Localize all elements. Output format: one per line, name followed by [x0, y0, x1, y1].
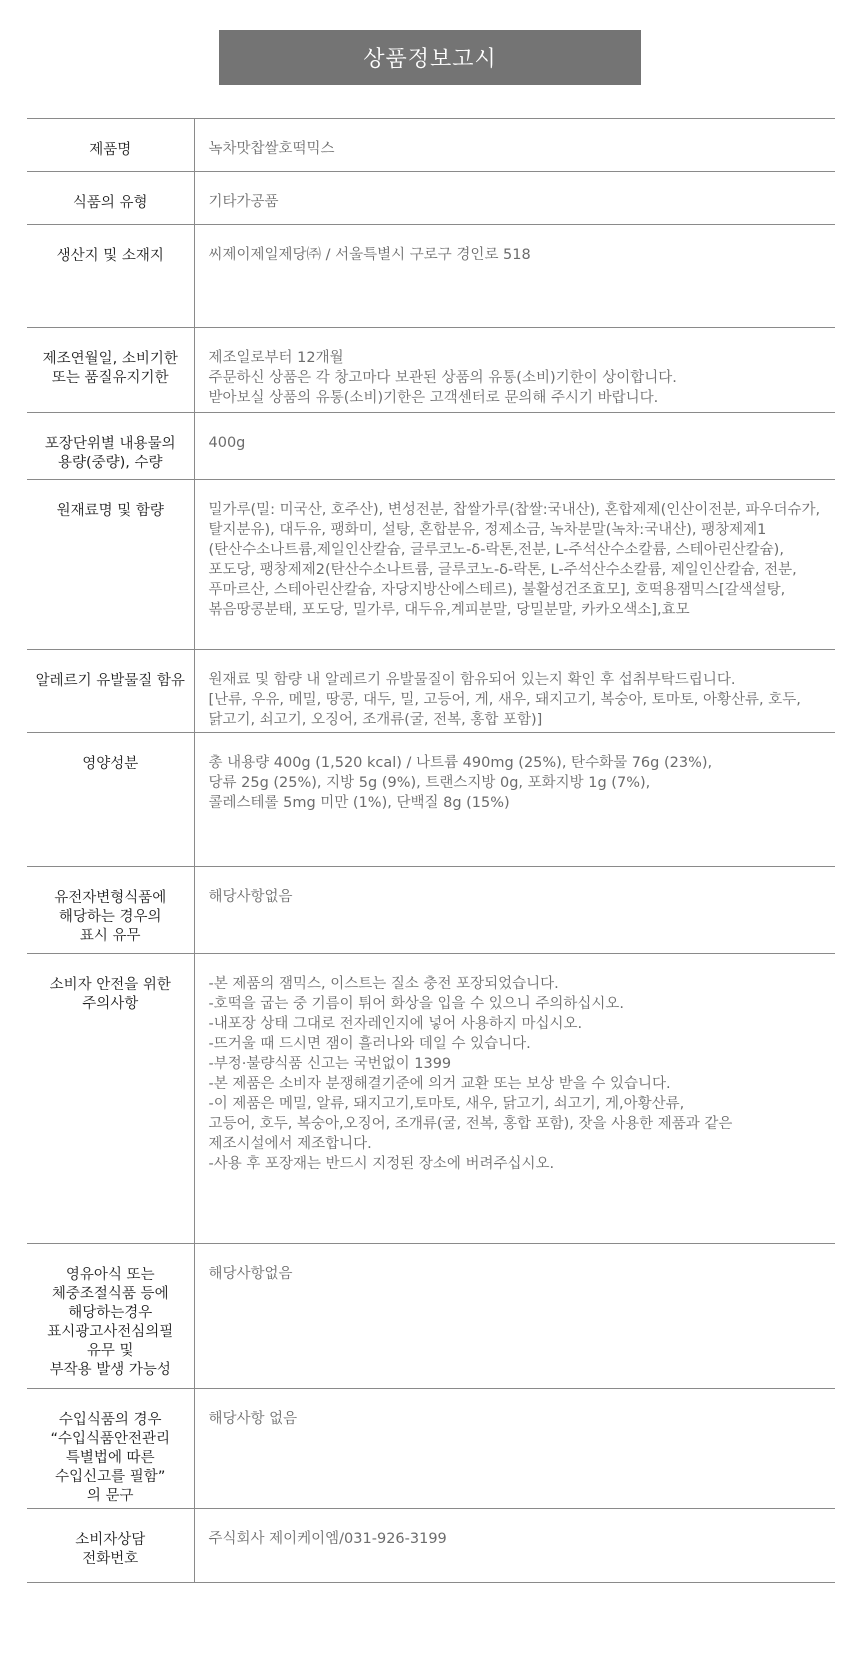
row-value-line: (탄산수소나트륨,제일인산칼슘, 글루코노-δ-락톤,전분, L-주석산수소칼륨, 스테아린산칼슘), [208, 542, 784, 558]
row-label-line: 수입식품의 경우 [58, 1412, 162, 1428]
info-row [27, 733, 835, 867]
row-value-line: 기타가공품 [208, 194, 279, 210]
row-label-line: 포장단위별 내용물의 [44, 436, 176, 452]
row-value-line: 녹차맛찹쌀호떡믹스 [208, 141, 335, 157]
row-label [27, 1509, 194, 1583]
row-label-line: 의 문구 [86, 1488, 134, 1504]
row-label [27, 328, 194, 413]
row-value-line: 주문하신 상품은 각 창고마다 보관된 상품의 유통(소비)기한이 상이합니다. [208, 370, 677, 386]
row-label [27, 867, 194, 954]
row-label [27, 172, 194, 225]
info-row [27, 867, 835, 954]
row-label-line: 제품명 [89, 142, 132, 158]
row-value-line: -이 제품은 메밀, 알류, 돼지고기,토마토, 새우, 닭고기, 쇠고기, 게,아황산류, [208, 1096, 685, 1112]
info-row [27, 1509, 835, 1583]
row-value [194, 172, 835, 225]
row-value-line: [난류, 우유, 메밀, 땅콩, 대두, 밀, 고등어, 게, 새우, 돼지고기, 복숭아, 토마토, 아황산류, 호두, [208, 692, 801, 708]
row-label-line: 알레르기 유발물질 함유 [35, 673, 185, 689]
row-label-line: 체중조절식품 등에 [51, 1286, 169, 1302]
row-value-line: 푸마르산, 스테아린산칼슘, 자당지방산에스테르), 불활성건조효모], 호떡용잼믹스[갈색설탕, [208, 582, 786, 598]
row-value [194, 225, 835, 328]
row-label-line: 표시광고사전심의필 [47, 1324, 174, 1340]
row-label [27, 119, 194, 172]
row-label [27, 733, 194, 867]
row-value-line: 고등어, 호두, 복숭아,오징어, 조개류(굴, 전복, 홍합 포함), 잣을 사용한 제품과 같은 [208, 1116, 733, 1132]
info-row [27, 225, 835, 328]
info-row [27, 954, 835, 1244]
info-row [27, 480, 835, 650]
row-value-line: 400g [208, 435, 246, 451]
page-title: 상품정보고시 [219, 30, 641, 85]
row-label-line: 제조연월일, 소비기한 [42, 351, 178, 367]
row-label-line: 영양성분 [82, 756, 139, 772]
row-value-line: 콜레스테롤 5mg 미만 (1%), 단백질 8g (15%) [208, 795, 510, 811]
row-value-line: 해당사항없음 [208, 1266, 293, 1282]
row-value-line: -본 제품은 소비자 분쟁해결기준에 의거 교환 또는 보상 받을 수 있습니다. [208, 1076, 671, 1092]
row-value-line: 주식회사 제이케이엠/031-926-3199 [208, 1531, 447, 1547]
row-label-line: 원재료명 및 함량 [56, 503, 164, 519]
row-label-line: 유전자변형식품에 [54, 890, 167, 906]
info-row [27, 1244, 835, 1389]
row-value [194, 954, 835, 1244]
row-label-line: 소비자상담 [75, 1532, 146, 1548]
product-info-table [27, 118, 835, 1583]
row-value [194, 1244, 835, 1389]
row-value-line: 받아보실 상품의 유통(소비)기한은 고객센터로 문의해 주시기 바랍니다. [208, 390, 659, 406]
row-label-line: 부작용 발생 가능성 [49, 1362, 171, 1378]
row-value [194, 650, 835, 733]
row-label-line: 유무 및 [86, 1343, 134, 1359]
row-value-line: 해당사항 없음 [208, 1411, 298, 1427]
row-label [27, 480, 194, 650]
row-value-line: 원재료 및 함량 내 알레르기 유발물질이 함유되어 있는지 확인 후 섭취부탁드립니다. [208, 672, 736, 688]
row-value-line: 총 내용량 400g (1,520 kcal) / 나트륨 490mg (25%), 탄수화물 76g (23%), [208, 755, 713, 771]
row-label-line: 소비자 안전을 위한 [49, 977, 171, 993]
row-label-line: 영유아식 또는 [65, 1267, 155, 1283]
info-row [27, 650, 835, 733]
row-value-line: 씨제이제일제당㈜ / 서울특별시 구로구 경인로 518 [208, 247, 531, 263]
info-row [27, 1389, 835, 1509]
row-value [194, 1509, 835, 1583]
row-value-line: -사용 후 포장재는 반드시 지정된 장소에 버려주십시오. [208, 1156, 555, 1172]
row-value-line: 제조일로부터 12개월 [208, 350, 344, 366]
row-label [27, 1389, 194, 1509]
row-value-line: -부정·불량식품 신고는 국번없이 1399 [208, 1056, 452, 1072]
row-label-line: 해당하는 경우의 [58, 909, 162, 925]
row-label [27, 954, 194, 1244]
row-value-line: 해당사항없음 [208, 889, 293, 905]
row-label-line: 표시 유무 [79, 928, 141, 944]
row-value [194, 328, 835, 413]
row-value-line: 포도당, 팽창제제2(탄산수소나트륨, 글루코노-δ-락톤, L-주석산수소칼륨, 제일인산칼슘, 전분, [208, 562, 797, 578]
row-label-line: 생산지 및 소재지 [56, 248, 164, 264]
row-value [194, 867, 835, 954]
row-value-line: 밀가루(밀: 미국산, 호주산), 변성전분, 찹쌀가루(찹쌀:국내산), 혼합제제(인산이전분, 파우더슈가, [208, 502, 821, 518]
row-label-line: 또는 품질유지기한 [51, 370, 169, 386]
info-row [27, 119, 835, 172]
row-label-line: 주의사항 [82, 996, 139, 1012]
row-value [194, 1389, 835, 1509]
row-label-line: 전화번호 [82, 1551, 139, 1567]
row-label [27, 650, 194, 733]
row-value-line: 볶음땅콩분태, 포도당, 밀가루, 대두유,계피분말, 당밀분말, 카카오색소],효모 [208, 602, 690, 618]
row-value-line: -본 제품의 잼믹스, 이스트는 질소 충전 포장되었습니다. [208, 976, 559, 992]
row-label-line: 식품의 유형 [72, 195, 148, 211]
row-label [27, 413, 194, 480]
row-value-line: -호떡을 굽는 중 기름이 튀어 화상을 입을 수 있으니 주의하십시오. [208, 996, 625, 1012]
row-value [194, 733, 835, 867]
row-value [194, 480, 835, 650]
info-row [27, 413, 835, 480]
row-value [194, 413, 835, 480]
row-value-line: 당류 25g (25%), 지방 5g (9%), 트랜스지방 0g, 포화지방 1g (7%), [208, 775, 651, 791]
row-label [27, 225, 194, 328]
row-value [194, 119, 835, 172]
row-label-line: 특별법에 따른 [65, 1450, 155, 1466]
row-value-line: -내포장 상태 그대로 전자레인지에 넣어 사용하지 마십시오. [208, 1016, 583, 1032]
row-label [27, 1244, 194, 1389]
row-label-line: “수입식품안전관리 [50, 1431, 171, 1447]
row-value-line: 닭고기, 쇠고기, 오징어, 조개류(굴, 전복, 홍합 포함)] [208, 712, 543, 728]
info-row [27, 328, 835, 413]
row-value-line: -뜨거울 때 드시면 잼이 흘러나와 데일 수 있습니다. [208, 1036, 531, 1052]
row-value-line: 제조시설에서 제조합니다. [208, 1136, 372, 1152]
row-label-line: 수입신고를 필함” [55, 1469, 166, 1485]
row-label-line: 해당하는경우 [68, 1305, 153, 1321]
info-row [27, 172, 835, 225]
row-value-line: 탈지분유), 대두유, 팽화미, 설탕, 혼합분유, 정제소금, 녹차분말(녹차:국내산), 팽창제제1 [208, 522, 767, 538]
row-label-line: 용량(중량), 수량 [57, 455, 163, 471]
